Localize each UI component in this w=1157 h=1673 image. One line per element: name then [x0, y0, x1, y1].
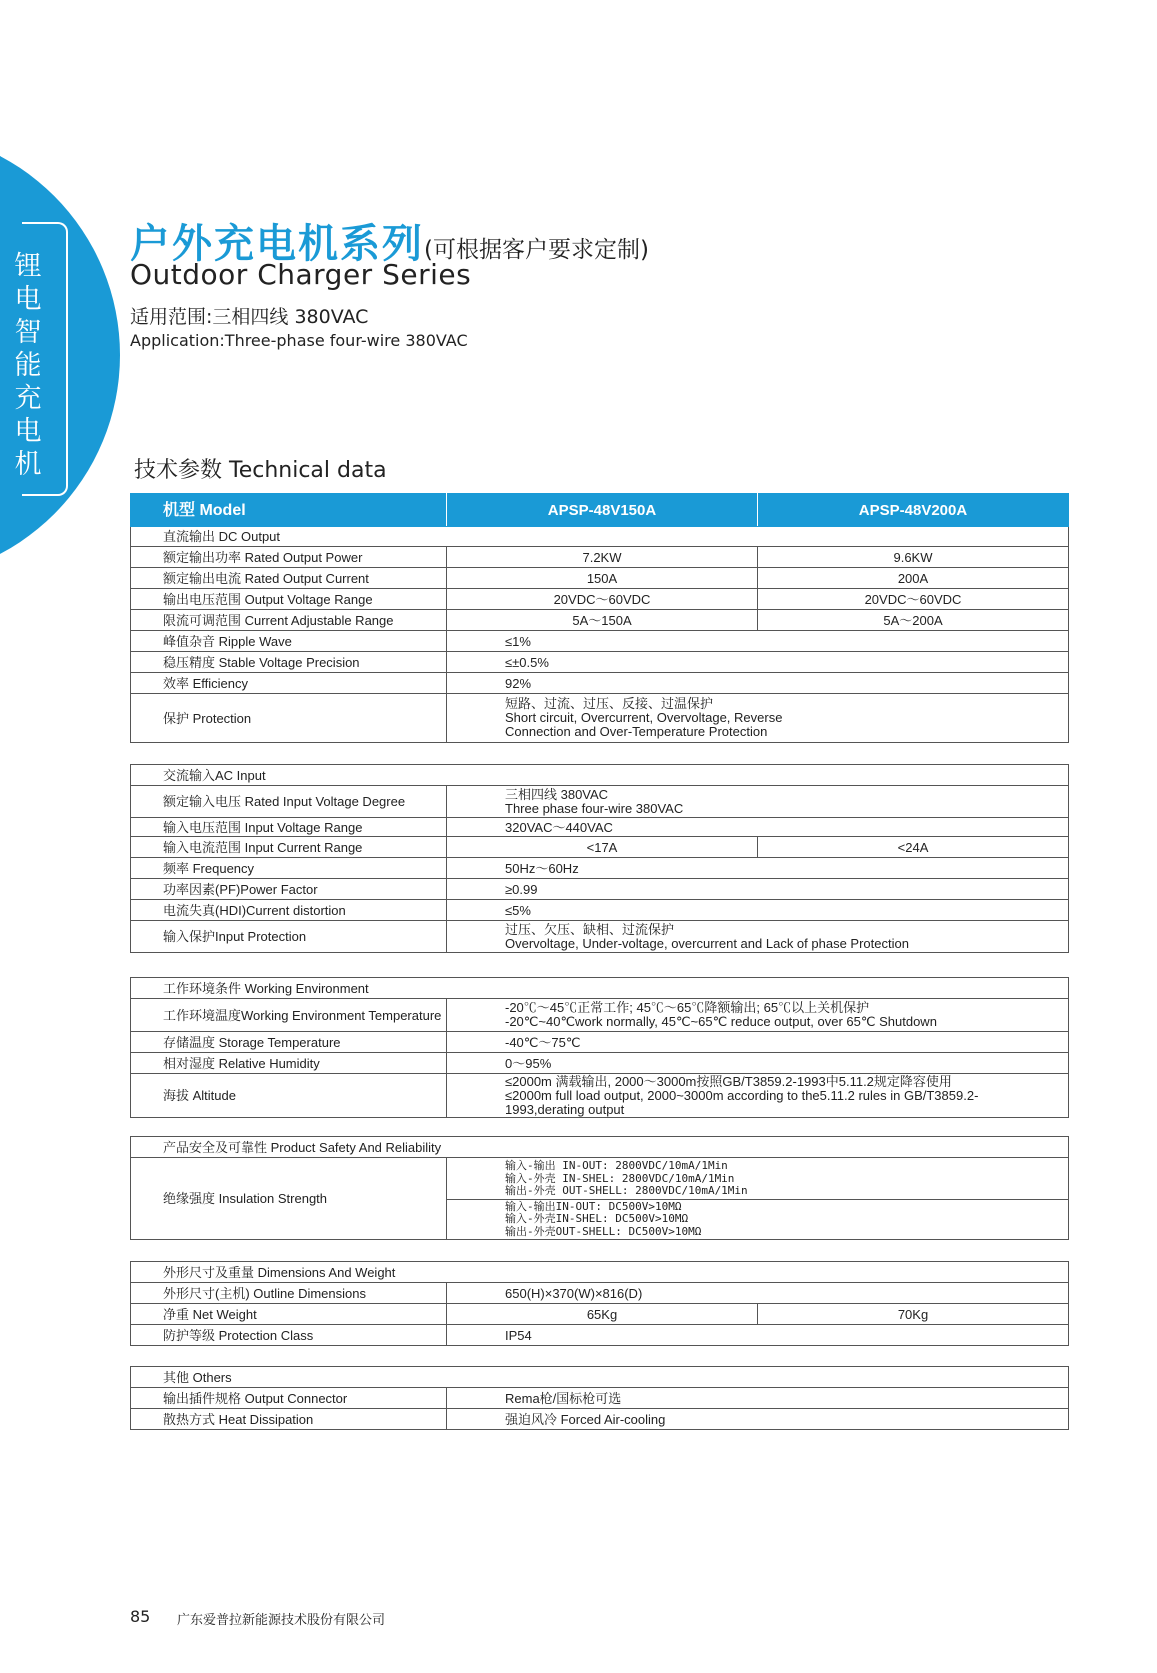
section-title: 产品安全及可靠性 Product Safety And Reliability — [131, 1137, 1069, 1158]
side-char: 锂 — [14, 251, 42, 282]
row-value: -40℃～75℃ — [447, 1032, 1069, 1053]
row-value: IP54 — [447, 1325, 1069, 1346]
application-scope-en: Application:Three-phase four-wire 380VAC — [130, 331, 468, 350]
row-label: 限流可调范围 Current Adjustable Range — [131, 610, 447, 631]
row-label: 额定输出功率 Rated Output Power — [131, 547, 447, 568]
table-row — [131, 527, 1069, 547]
row-label: 净重 Net Weight — [131, 1304, 447, 1325]
table-row — [131, 1367, 1069, 1388]
side-char: 充 — [14, 383, 42, 414]
table-row — [131, 1053, 1069, 1074]
row-value: ≤2000m 满载输出, 2000～3000m按照GB/T3859.2-1993中5.11.2规定降容使用 ≤2000m full load output, 2000~3000m according to the5.11.2 rules in GB/T3859.2- 1993,derating output — [447, 1074, 1069, 1118]
table-row — [131, 610, 1069, 631]
table-row — [131, 547, 1069, 568]
table-row — [131, 1409, 1069, 1430]
value-a: 150A — [447, 568, 758, 589]
table-row — [131, 818, 1069, 837]
row-label: 输出电压范围 Output Voltage Range — [131, 589, 447, 610]
row-value: ≤±0.5% — [447, 652, 1069, 673]
table-row — [131, 786, 1069, 818]
row-label: 海拔 Altitude — [131, 1074, 447, 1118]
company-name: 广东爱普拉新能源技术股份有限公司 — [177, 1613, 386, 1628]
row-label: 绝缘强度 Insulation Strength — [131, 1158, 447, 1240]
row-label: 效率 Efficiency — [131, 673, 447, 694]
row-value: ≤1% — [447, 631, 1069, 652]
table-row — [131, 1388, 1069, 1409]
spec-table-dimensions — [130, 1261, 1069, 1346]
side-char: 电 — [14, 416, 42, 447]
row-value: 320VAC～440VAC — [447, 818, 1069, 837]
header-model-b: APSP-48V200A — [758, 494, 1069, 527]
table-row — [131, 1325, 1069, 1346]
table-row — [131, 837, 1069, 858]
side-char: 机 — [14, 449, 42, 480]
side-char: 能 — [14, 350, 42, 381]
row-label: 输入电流范围 Input Current Range — [131, 837, 447, 858]
table-row — [131, 631, 1069, 652]
row-value: 50Hz～60Hz — [447, 858, 1069, 879]
side-char: 电 — [14, 284, 42, 315]
section-title: 直流输出 DC Output — [131, 527, 1069, 547]
table-row — [131, 694, 1069, 743]
table-row — [131, 1158, 1069, 1240]
row-value: ≥0.99 — [447, 879, 1069, 900]
table-row — [131, 978, 1069, 999]
row-label: 额定输入电压 Rated Input Voltage Degree — [131, 786, 447, 818]
value-b: 200A — [758, 568, 1069, 589]
table-row — [131, 900, 1069, 921]
row-label: 工作环境温度Working Environment Temperature — [131, 999, 447, 1032]
value-b: 20VDC～60VDC — [758, 589, 1069, 610]
section-title: 交流输入AC Input — [131, 765, 1069, 786]
row-value: 92% — [447, 673, 1069, 694]
insulation-resistance: 输入-输出IN-OUT: DC500V>10MΩ 输入-外壳IN-SHEL: DC500V>10MΩ 输出-外壳OUT-SHELL: DC500V>10MΩ — [505, 1199, 702, 1238]
row-label: 额定输出电流 Rated Output Current — [131, 568, 447, 589]
spec-table-others — [130, 1366, 1069, 1430]
value-a: 5A～150A — [447, 610, 758, 631]
table-row — [131, 589, 1069, 610]
row-label: 存储温度 Storage Temperature — [131, 1032, 447, 1053]
table-row — [131, 1262, 1069, 1283]
table-row — [131, 673, 1069, 694]
row-value: 强迫风冷 Forced Air-cooling — [447, 1409, 1069, 1430]
table-row — [131, 568, 1069, 589]
section-heading: 技术参数 Technical data — [134, 458, 387, 483]
row-value: ≤5% — [447, 900, 1069, 921]
table-row — [131, 1074, 1069, 1118]
page-title-cn-sub: (可根据客户要求定制) — [424, 237, 649, 263]
value-a: <17A — [447, 837, 758, 858]
page-title-cn-main: 户外充电机系列 — [130, 221, 424, 267]
table-row — [131, 1304, 1069, 1325]
page-number: 85 — [130, 1607, 151, 1626]
page-title-en: Outdoor Charger Series — [130, 258, 472, 291]
row-label: 外形尺寸(主机) Outline Dimensions — [131, 1283, 447, 1304]
row-label: 输入保护Input Protection — [131, 921, 447, 953]
side-category-label — [8, 250, 48, 481]
application-scope-cn: 适用范围:三相四线 380VAC — [130, 306, 369, 328]
row-label: 相对湿度 Relative Humidity — [131, 1053, 447, 1074]
table-row — [131, 1283, 1069, 1304]
value-b: 70Kg — [758, 1304, 1069, 1325]
header-model-a: APSP-48V150A — [447, 494, 758, 527]
spec-table-ac-input — [130, 764, 1069, 953]
row-label: 峰值杂音 Ripple Wave — [131, 631, 447, 652]
spec-table-safety — [130, 1136, 1069, 1240]
row-value: 0～95% — [447, 1053, 1069, 1074]
row-label: 电流失真(HDI)Current distortion — [131, 900, 447, 921]
row-label: 输出插件规格 Output Connector — [131, 1388, 447, 1409]
spec-table-dc-output — [130, 493, 1069, 743]
table-row — [131, 999, 1069, 1032]
side-char: 智 — [14, 317, 42, 348]
value-a: 20VDC～60VDC — [447, 589, 758, 610]
value-b: 5A～200A — [758, 610, 1069, 631]
row-label: 功率因素(PF)Power Factor — [131, 879, 447, 900]
row-label: 保护 Protection — [131, 694, 447, 743]
table-row — [131, 921, 1069, 953]
row-label: 频率 Frequency — [131, 858, 447, 879]
insulation-values — [447, 1158, 1069, 1240]
insulation-withstand: 输入-输出 IN-OUT: 2800VDC/10mA/1Min 输入-外壳 IN-SHEL: 2800VDC/10mA/1Min 输出-外壳 OUT-SHELL: 2800VDC/10mA/1Min — [447, 1159, 1068, 1200]
table-row — [131, 1137, 1069, 1158]
section-title: 工作环境条件 Working Environment — [131, 978, 1069, 999]
value-b: <24A — [758, 837, 1069, 858]
row-label: 散热方式 Heat Dissipation — [131, 1409, 447, 1430]
section-title: 外形尺寸及重量 Dimensions And Weight — [131, 1262, 1069, 1283]
value-b: 9.6KW — [758, 547, 1069, 568]
row-value: Rema枪/国标枪可选 — [447, 1388, 1069, 1409]
table-row — [131, 1032, 1069, 1053]
table-header-row — [131, 494, 1069, 527]
value-a: 65Kg — [447, 1304, 758, 1325]
row-label: 稳压精度 Stable Voltage Precision — [131, 652, 447, 673]
row-value: 短路、过流、过压、反接、过温保护 Short circuit, Overcurrent, Overvoltage, Reverse Connection and Over-Temperature Protection — [447, 694, 1069, 743]
row-value: -20℃～45℃正常工作; 45℃～65℃降额输出; 65℃以上关机保护 -20℃~40℃work normally, 45℃~65℃ reduce output, over 65℃ Shutdown — [447, 999, 1069, 1032]
table-row — [131, 858, 1069, 879]
header-model: 机型 Model — [131, 494, 447, 527]
section-title: 其他 Others — [131, 1367, 1069, 1388]
row-label: 防护等级 Protection Class — [131, 1325, 447, 1346]
table-row — [131, 765, 1069, 786]
table-row — [131, 879, 1069, 900]
spec-table-environment — [130, 977, 1069, 1118]
row-label: 输入电压范围 Input Voltage Range — [131, 818, 447, 837]
row-value: 650(H)×370(W)×816(D) — [447, 1283, 1069, 1304]
row-value: 过压、欠压、缺相、过流保护 Overvoltage, Under-voltage, overcurrent and Lack of phase Protection — [447, 921, 1069, 953]
value-a: 7.2KW — [447, 547, 758, 568]
row-value: 三相四线 380VAC Three phase four-wire 380VAC — [447, 786, 1069, 818]
table-row — [131, 652, 1069, 673]
